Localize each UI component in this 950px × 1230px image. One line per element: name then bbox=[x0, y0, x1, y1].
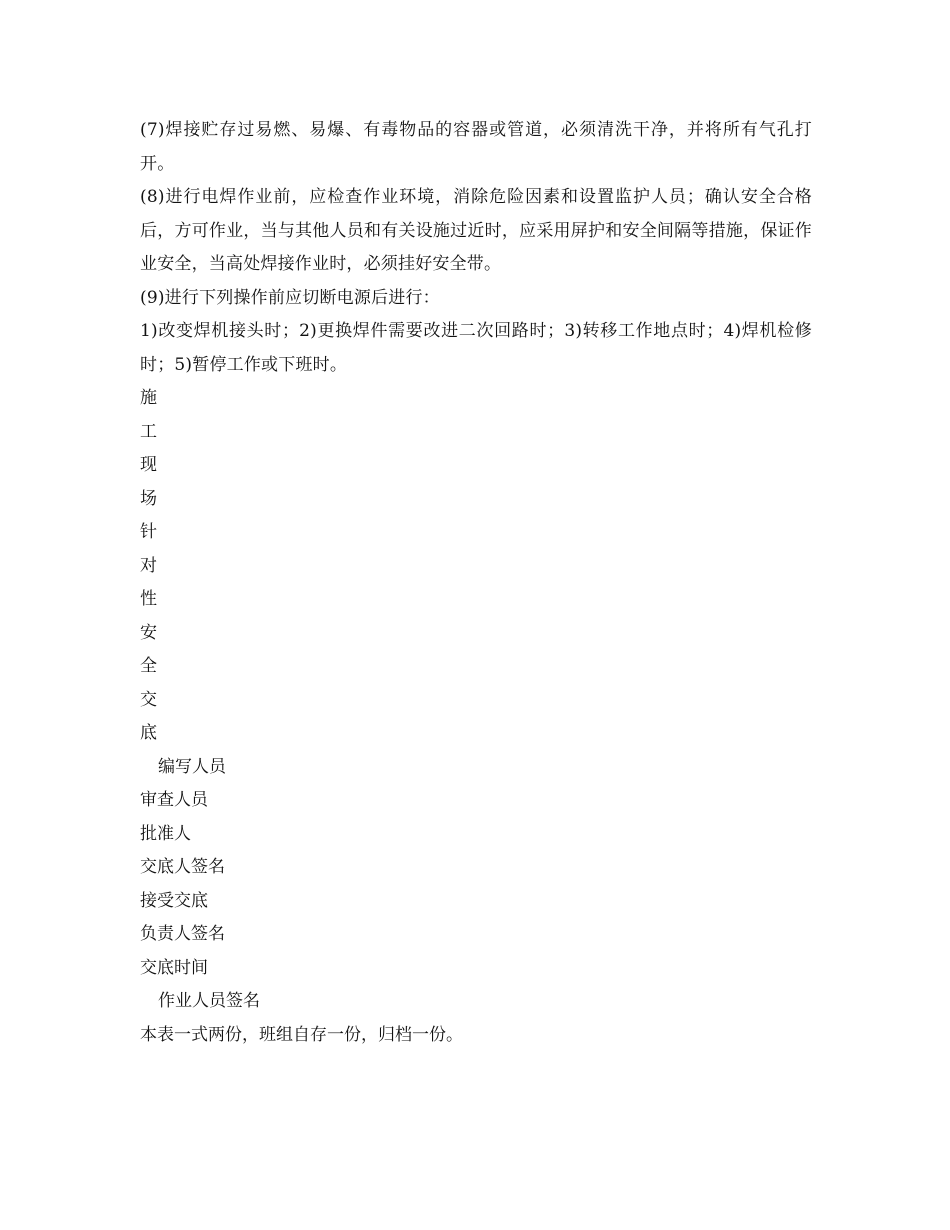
vertical-title bbox=[140, 382, 812, 751]
vertical-title-char: 施 bbox=[140, 388, 157, 408]
form-labels bbox=[140, 751, 812, 1019]
vertical-title-char: 工 bbox=[140, 421, 157, 442]
paragraph-item-7: (7)焊接贮存过易燃、易爆、有毒物品的容器或管道，必须清洗干净，并将所有气孔打开。 bbox=[140, 120, 812, 174]
approver-label: 批准人 bbox=[140, 823, 191, 844]
paragraph-item-8: (8)进行电焊作业前，应检查作业环境，消除危险因素和设置监护人员；确认安全合格后，方可作业，当与其他人员和有关设施过近时，应采用屏护和安全间隔等措施，保证作业安全，当高处焊接作业时，必须挂好安全带。 bbox=[140, 187, 812, 274]
reviewer-label: 审查人员 bbox=[140, 790, 208, 810]
paragraph-item-9: (9)进行下列操作前应切断电源后进行： bbox=[140, 287, 440, 308]
vertical-title-char: 底 bbox=[140, 723, 157, 743]
compiler-label: 编写人员 bbox=[158, 756, 226, 777]
presenter-signature-label: 交底人签名 bbox=[140, 857, 225, 877]
document-page bbox=[140, 114, 812, 1052]
receiver-label-line2: 负责人签名 bbox=[140, 924, 225, 944]
receiver-label-line1: 接受交底 bbox=[140, 890, 208, 911]
vertical-title-char: 现 bbox=[140, 455, 157, 475]
vertical-title-char: 场 bbox=[140, 488, 157, 509]
vertical-title-char: 安 bbox=[140, 622, 157, 643]
briefing-time-label: 交底时间 bbox=[140, 957, 208, 978]
paragraph-sublist: 1)改变焊机接头时；2)更换焊件需要改进二次回路时；3)转移工作地点时；4)焊机检修时；5)暂停工作或下班时。 bbox=[140, 321, 812, 375]
vertical-title-char: 针 bbox=[140, 522, 157, 542]
vertical-title-char: 全 bbox=[140, 656, 157, 676]
worker-signature-label: 作业人员签名 bbox=[158, 991, 260, 1011]
footer-note: 本表一式两份，班组自存一份，归档一份。 bbox=[140, 1024, 463, 1045]
vertical-title-char: 交 bbox=[140, 689, 157, 710]
vertical-title-char: 对 bbox=[140, 555, 157, 576]
vertical-title-char: 性 bbox=[140, 589, 157, 609]
